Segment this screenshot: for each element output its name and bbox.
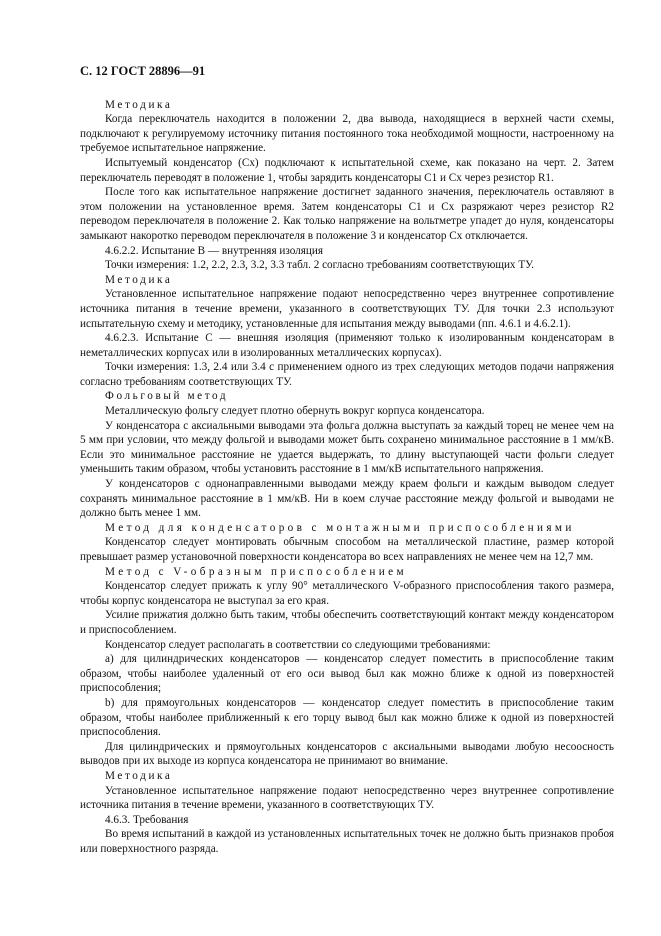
document-body — [80, 98, 614, 857]
section-heading: Методика — [105, 98, 173, 111]
paragraph: Точки измерения: 1.2, 2.2, 2.3, 3.2, 3.3 табл. 2 согласно требованиям соответствующих ТУ. — [105, 259, 535, 272]
paragraph: b) для прямоугольных конденсаторов — конденсатор следует поместить в приспособление таким образом, чтобы наиболее приближенный к его торцу вывод был как можно ближе к одной из поверхностей приспособления. — [80, 696, 614, 739]
paragraph: Когда переключатель находится в положении 2, два вывода, находящиеся в верхней части схемы, подключают к регулируемому источнику питания постоянного тока необходимой мощности, настроенному на требуемое испытательное напряжение. — [80, 113, 614, 155]
paragraph: Установленное испытательное напряжение подают непосредственно через внутреннее сопротивление источника питания в течение времени, указанного в соответствующих ТУ. Для точки 2.3 используют испытательную схему и методику, установленные для испытания между выводами (пп. 4.6.1 и 4.6.2.1). — [80, 288, 614, 330]
section-heading: Метод для конденсаторов с монтажными приспособлениями — [105, 521, 575, 534]
paragraph: У конденсатора с аксиальными выводами эта фольга должна выступать за каждый торец не менее чем на 5 мм при условии, что между фольгой и выводами может быть сохранено минимальное расстояние в 1 мм/кВ. Если это минимальное расстояние не удается выдержать, то длину выступающей части фольги следует уменьшить таким образом, чтобы установить расстояние в 1 мм/кВ испытательного напряжения. — [80, 419, 614, 476]
paragraph: 4.6.2.2. Испытание В — внутренняя изоляция — [105, 244, 324, 257]
section-heading: Фольговый метод — [105, 390, 229, 403]
paragraph: После того как испытательное напряжение достигнет заданного значения, переключатель оставляют в этом положении на установленное время. Затем конденсаторы C1 и Cx разряжают через резистор R2 переводом переключателя в положение 2. Как только напряжение на вольтметре упадет до нуля, конденсаторы замыкают накоротко переводом переключателя в положение 3 и конденсатор Cx отключается. — [80, 186, 614, 242]
page-header: С. 12 ГОСТ 28896—91 — [80, 64, 206, 78]
paragraph: Точки измерения: 1.3, 2.4 или 3.4 с применением одного из трех следующих методов подачи напряжения согласно требованиям соответствующих ТУ. — [80, 361, 614, 388]
section-heading: Метод с V-образным приспособлением — [105, 565, 407, 578]
paragraph: Испытуемый конденсатор (Cx) подключают к испытательной схеме, как показано на черт. 2. Затем переключатель переводят в положение 1, чтобы зарядить конденсаторы C1 и Cx через резистор R1. — [80, 156, 614, 184]
paragraph: Конденсатор следует прижать к углу 90° металлического V-образного приспособления такого размера, чтобы корпус конденсатора не выступал за его края. — [80, 580, 614, 607]
paragraph: Усилие прижатия должно быть таким, чтобы обеспечить соответствующий контакт между конденсатором и приспособлением. — [80, 609, 614, 636]
paragraph: Металлическую фольгу следует плотно обернуть вокруг корпуса конденсатора. — [105, 405, 485, 418]
document-page — [80, 64, 614, 856]
section-heading: Методика — [105, 273, 173, 286]
paragraph: Установленное испытательное напряжение подают непосредственно через внутреннее сопротивление источника питания в течение времени, указанного в соответствующих ТУ. — [80, 784, 614, 812]
paragraph: Конденсатор следует располагать в соответствии со следующими требованиями: — [105, 638, 491, 651]
section-heading: Методика — [105, 769, 173, 782]
paragraph: Конденсатор следует монтировать обычным способом на металлической пластине, размер которой превышает размер установочной поверхности конденсатора во всех направлениях не менее чем на 12,7 мм. — [80, 536, 614, 563]
paragraph: 4.6.3. Требования — [105, 813, 189, 826]
paragraph: У конденсаторов с однонаправленными выводами между краем фольги и каждым выводом следует сохранять минимальное расстояние в 1 мм/кВ. Ни в коем случае расстояние между фольгой и выводами не должно быть менее 1 мм. — [80, 478, 614, 520]
paragraph: Во время испытаний в каждой из установленных испытательных точек не должно быть признаков пробоя или поверхностного разряда. — [80, 828, 614, 855]
paragraph: 4.6.2.3. Испытание С — внешняя изоляция (применяют только к изолированным конденсаторам в неметаллических корпусах или в изолированных металлических корпусах). — [80, 332, 614, 359]
paragraph: а) для цилиндрических конденсаторов — конденсатор следует поместить в приспособление таким образом, чтобы наиболее удаленный от его оси вывод был как можно ближе к одной из поверхностей приспособления; — [80, 653, 614, 695]
paragraph: Для цилиндрических и прямоугольных конденсаторов с аксиальными выводами любую несоосность выводов при их выходе из корпуса конденсатора не принимают во внимание. — [80, 740, 614, 768]
